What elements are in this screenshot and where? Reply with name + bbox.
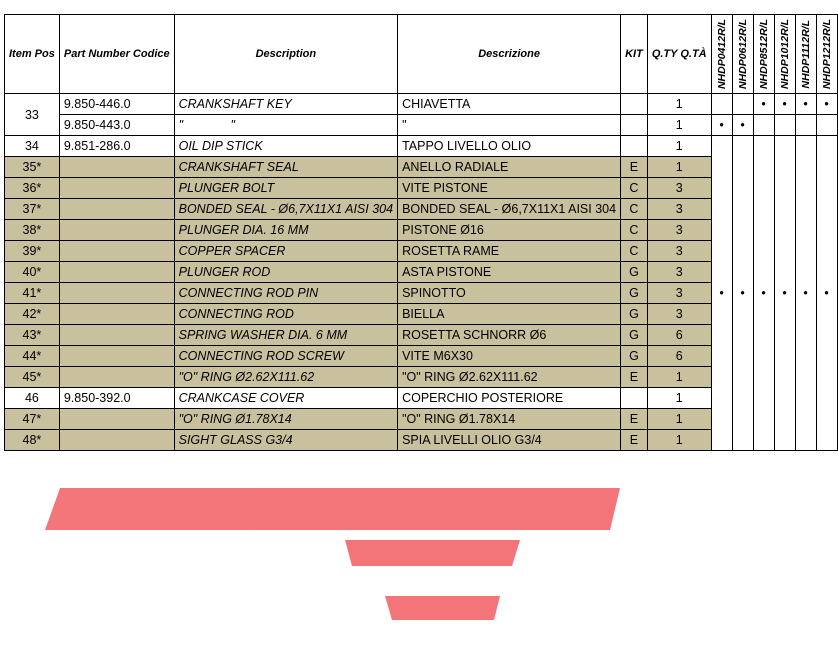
model-mark: • [732, 136, 753, 451]
model-mark: • [795, 94, 816, 115]
descrizione: ROSETTA RAME [398, 241, 621, 262]
model-mark: • [816, 94, 837, 115]
item-pos: 39* [5, 241, 60, 262]
header-model: NHDP0412R/L [711, 15, 732, 94]
kit: G [621, 325, 648, 346]
description: CRANKSHAFT SEAL [174, 157, 397, 178]
descrizione: TAPPO LIVELLO OLIO [398, 136, 621, 157]
item-pos: 34 [5, 136, 60, 157]
kit: C [621, 220, 648, 241]
part-number [59, 367, 174, 388]
part-number [59, 325, 174, 346]
descrizione: SPINOTTO [398, 283, 621, 304]
qty: 3 [647, 199, 711, 220]
part-number [59, 220, 174, 241]
description: CONNECTING ROD SCREW [174, 346, 397, 367]
descrizione: CHIAVETTA [398, 94, 621, 115]
description: "O" RING Ø1.78X14 [174, 409, 397, 430]
description: SPRING WASHER DIA. 6 MM [174, 325, 397, 346]
header-model: NHDP1212R/L [816, 15, 837, 94]
qty: 3 [647, 304, 711, 325]
part-number [59, 199, 174, 220]
model-mark: • [795, 136, 816, 451]
part-number: 9.850-443.0 [59, 115, 174, 136]
description: PLUNGER ROD [174, 262, 397, 283]
kit: C [621, 178, 648, 199]
description: COPPER SPACER [174, 241, 397, 262]
part-number: 9.850-392.0 [59, 388, 174, 409]
description: CRANKCASE COVER [174, 388, 397, 409]
item-pos: 42* [5, 304, 60, 325]
header-model: NHDP1012R/L [774, 15, 795, 94]
descrizione: SPIA LIVELLI OLIO G3/4 [398, 430, 621, 451]
item-pos: 33 [5, 94, 60, 136]
item-pos: 37* [5, 199, 60, 220]
model-mark: • [774, 136, 795, 451]
part-number [59, 409, 174, 430]
part-number [59, 241, 174, 262]
qty: 3 [647, 220, 711, 241]
table-row [5, 115, 838, 136]
kit [621, 388, 648, 409]
descrizione: "O" RING Ø1.78X14 [398, 409, 621, 430]
header-qty: Q.TY Q.TÀ [647, 15, 711, 94]
kit: E [621, 409, 648, 430]
table-row [5, 136, 838, 157]
model-mark [816, 115, 837, 136]
kit [621, 115, 648, 136]
kit: G [621, 304, 648, 325]
item-pos: 46 [5, 388, 60, 409]
part-number [59, 157, 174, 178]
model-mark [795, 115, 816, 136]
kit: C [621, 241, 648, 262]
model-mark: • [732, 115, 753, 136]
header-kit: KIT [621, 15, 648, 94]
qty: 6 [647, 325, 711, 346]
descrizione: ANELLO RADIALE [398, 157, 621, 178]
part-number [59, 304, 174, 325]
part-number [59, 430, 174, 451]
description: BONDED SEAL - Ø6,7X11X1 AISI 304 [174, 199, 397, 220]
item-pos: 48* [5, 430, 60, 451]
part-number [59, 283, 174, 304]
kit: G [621, 283, 648, 304]
descrizione: ROSETTA SCHNORR Ø6 [398, 325, 621, 346]
qty: 3 [647, 283, 711, 304]
kit: E [621, 430, 648, 451]
description: CRANKSHAFT KEY [174, 94, 397, 115]
qty: 1 [647, 409, 711, 430]
description: PLUNGER BOLT [174, 178, 397, 199]
header-model: NHDP8512R/L [753, 15, 774, 94]
qty: 1 [647, 157, 711, 178]
item-pos: 43* [5, 325, 60, 346]
description: PLUNGER DIA. 16 MM [174, 220, 397, 241]
descrizione: BONDED SEAL - Ø6,7X11X1 AISI 304 [398, 199, 621, 220]
part-number: 9.850-446.0 [59, 94, 174, 115]
qty: 3 [647, 241, 711, 262]
item-pos: 40* [5, 262, 60, 283]
item-pos: 45* [5, 367, 60, 388]
item-pos: 47* [5, 409, 60, 430]
descrizione: BIELLA [398, 304, 621, 325]
qty: 1 [647, 367, 711, 388]
description: OIL DIP STICK [174, 136, 397, 157]
kit [621, 136, 648, 157]
item-pos: 44* [5, 346, 60, 367]
descrizione: ASTA PISTONE [398, 262, 621, 283]
parts-table [4, 14, 838, 451]
descrizione: COPERCHIO POSTERIORE [398, 388, 621, 409]
qty: 1 [647, 430, 711, 451]
model-mark [711, 94, 732, 115]
kit: E [621, 157, 648, 178]
item-pos: 35* [5, 157, 60, 178]
description: " " [174, 115, 397, 136]
model-mark: • [753, 94, 774, 115]
description: SIGHT GLASS G3/4 [174, 430, 397, 451]
header-description: Description [174, 15, 397, 94]
kit: C [621, 199, 648, 220]
header-part-number: Part Number Codice [59, 15, 174, 94]
model-mark: • [774, 94, 795, 115]
model-mark: • [753, 136, 774, 451]
header-descrizione: Descrizione [398, 15, 621, 94]
item-pos: 36* [5, 178, 60, 199]
item-pos: 41* [5, 283, 60, 304]
model-mark: • [816, 136, 837, 451]
qty: 6 [647, 346, 711, 367]
descrizione: VITE PISTONE [398, 178, 621, 199]
descrizione: "O" RING Ø2.62X111.62 [398, 367, 621, 388]
model-mark [753, 115, 774, 136]
model-mark: • [711, 115, 732, 136]
qty: 1 [647, 388, 711, 409]
model-mark [732, 94, 753, 115]
part-number [59, 346, 174, 367]
kit: G [621, 262, 648, 283]
kit: G [621, 346, 648, 367]
part-number: 9.851-286.0 [59, 136, 174, 157]
qty: 1 [647, 94, 711, 115]
model-mark: • [711, 136, 732, 451]
header-model: NHDP0612R/L [732, 15, 753, 94]
qty: 3 [647, 262, 711, 283]
model-mark [774, 115, 795, 136]
kit: E [621, 367, 648, 388]
qty: 1 [647, 136, 711, 157]
description: "O" RING Ø2.62X111.62 [174, 367, 397, 388]
description: CONNECTING ROD [174, 304, 397, 325]
qty: 3 [647, 178, 711, 199]
header-row [5, 15, 838, 94]
header-model: NHDP1112R/L [795, 15, 816, 94]
descrizione: PISTONE Ø16 [398, 220, 621, 241]
table-row [5, 94, 838, 115]
description: CONNECTING ROD PIN [174, 283, 397, 304]
qty: 1 [647, 115, 711, 136]
part-number [59, 178, 174, 199]
item-pos: 38* [5, 220, 60, 241]
part-number [59, 262, 174, 283]
kit [621, 94, 648, 115]
descrizione: " [398, 115, 621, 136]
descrizione: VITE M6X30 [398, 346, 621, 367]
header-item-pos: Item Pos [5, 15, 60, 94]
